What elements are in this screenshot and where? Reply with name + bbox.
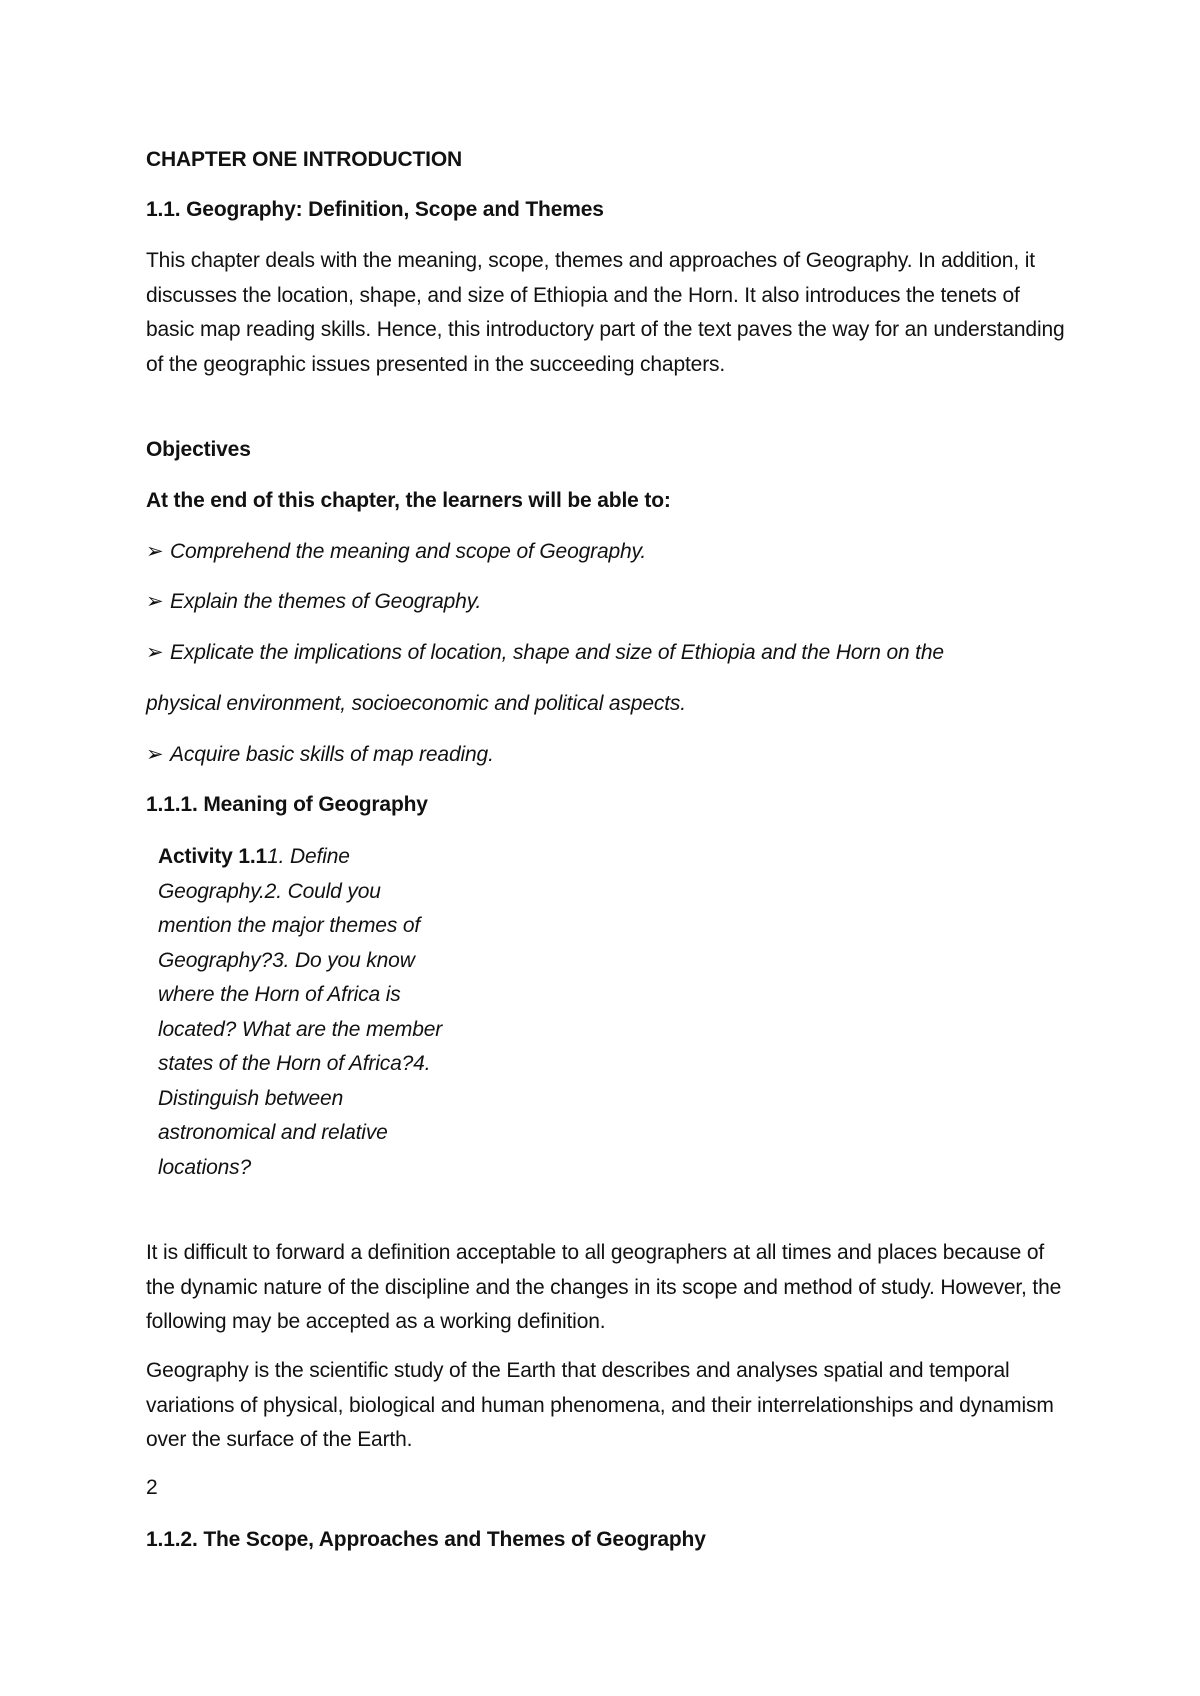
objective-text: Explicate the implications of location, shape and size of Ethiopia and the Horn on the xyxy=(170,641,944,664)
arrow-bullet-icon: ➢ xyxy=(146,540,164,563)
objective-text: Acquire basic skills of map reading. xyxy=(170,743,494,766)
activity-box xyxy=(158,840,448,1185)
objective-item xyxy=(146,535,646,570)
body-paragraph: Geography is the scientific study of the Earth that describes and analyses spatial and temporal variations of physical, biological and human phenomena, and their interrelationships and dynamism over the surface of the Earth. xyxy=(146,1359,1054,1451)
activity-text: 1. Define Geography.2. Could you mention the major themes of Geography?3. Do you know where the Horn of Africa is located? What are the member states of the Horn of Africa?4. Distinguish between astronomical and relative locations? xyxy=(158,845,443,1179)
objective-text-continued: physical environment, socioeconomic and political aspects. xyxy=(146,692,686,715)
arrow-bullet-icon: ➢ xyxy=(146,590,164,613)
objective-text: Explain the themes of Geography. xyxy=(170,590,482,613)
objective-item xyxy=(146,585,481,620)
intro-paragraph: This chapter deals with the meaning, scope, themes and approaches of Geography. In addition, it discusses the location, shape, and size of Ethiopia and the Horn. It also introduces the tenets of basic map reading skills. Hence, this introductory part of the text paves the way for an understanding of the geographic issues presented in the succeeding chapters. xyxy=(146,249,1065,376)
section-title: 1.1. Geography: Definition, Scope and Themes xyxy=(146,198,604,221)
subsection-title: 1.1.1. Meaning of Geography xyxy=(146,793,428,816)
arrow-bullet-icon: ➢ xyxy=(146,743,164,766)
objectives-lead: At the end of this chapter, the learners will be able to: xyxy=(146,489,671,512)
body-paragraph: It is difficult to forward a definition acceptable to all geographers at all times and places because of the dynamic nature of the discipline and the changes in its scope and method of study. However, the following may be accepted as a working definition. xyxy=(146,1241,1062,1333)
objective-item xyxy=(146,636,944,671)
objective-item xyxy=(146,738,494,773)
objective-text: Comprehend the meaning and scope of Geography. xyxy=(170,540,647,563)
subsection-title: 1.1.2. The Scope, Approaches and Themes of Geography xyxy=(146,1528,706,1551)
chapter-title: CHAPTER ONE INTRODUCTION xyxy=(146,148,463,171)
activity-label: Activity 1.1 xyxy=(158,845,268,868)
arrow-bullet-icon: ➢ xyxy=(146,641,164,664)
objectives-heading: Objectives xyxy=(146,438,251,461)
page-number: 2 xyxy=(146,1476,158,1499)
